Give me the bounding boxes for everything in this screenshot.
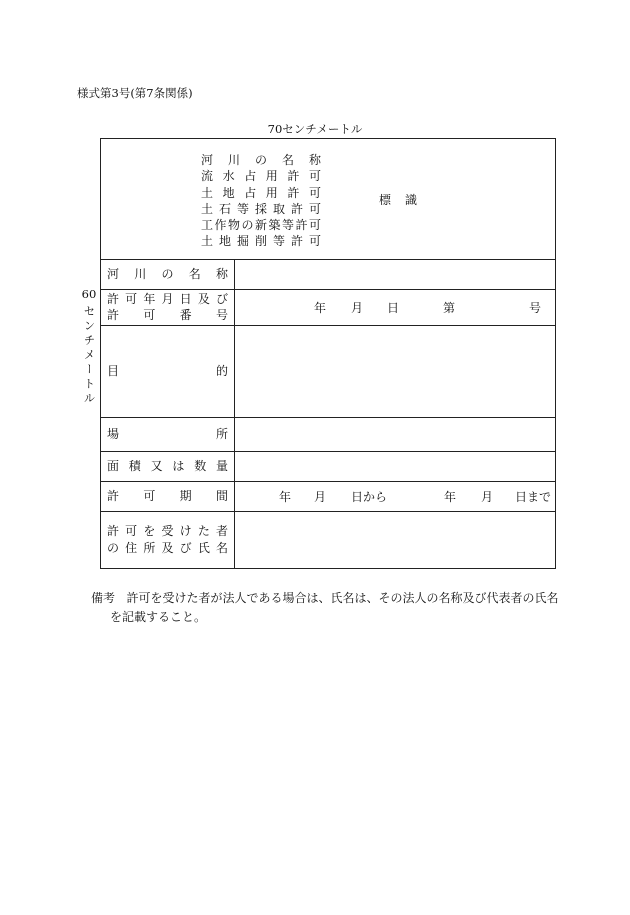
height-unit: センチメートル xyxy=(82,305,97,407)
permit-go: 号 xyxy=(529,301,542,315)
holder-label-line1: 許可を受けた者 xyxy=(107,524,228,538)
permit-year: 年 xyxy=(314,301,327,315)
row-divider xyxy=(101,325,555,326)
sign-mark-label: 標識 xyxy=(379,193,432,207)
permit-type-item: 土石等採取許可 xyxy=(201,201,321,216)
row-divider xyxy=(101,511,555,512)
permit-type-item: 流水占用許可 xyxy=(201,169,321,184)
row-divider xyxy=(101,259,555,260)
place-label: 場所 xyxy=(107,427,228,441)
period-to-year: 年 xyxy=(444,490,457,504)
row-divider xyxy=(101,481,555,482)
permit-month: 月 xyxy=(351,301,364,315)
permit-type-item: 土地掘削等許可 xyxy=(201,234,321,249)
remarks-note xyxy=(91,589,561,627)
form-id: 様式第3号(第7条関係) xyxy=(77,86,193,100)
period-from-year: 年 xyxy=(279,490,292,504)
row-divider xyxy=(101,451,555,452)
permit-type-item: 土地占用許可 xyxy=(201,185,321,200)
period-to-month: 月 xyxy=(481,490,494,504)
row-divider xyxy=(101,289,555,290)
period-to-day: 日まで xyxy=(515,490,552,504)
permit-dai: 第 xyxy=(443,301,456,315)
period-label: 許可期間 xyxy=(107,489,228,503)
sign-form-table xyxy=(100,138,556,569)
period-from-day: 日から xyxy=(351,490,388,504)
remarks-line2: を記載すること。 xyxy=(110,610,207,624)
permit-type-item: 工作物の新築等許可 xyxy=(201,218,321,233)
permit-date-label-line2: 許可番号 xyxy=(107,308,228,322)
remarks-prefix: 備考 xyxy=(91,591,116,605)
height-number: 60 xyxy=(81,287,97,301)
remarks-line1: 許可を受けた者が法人である場合は、氏名は、その法人の名称及び代表者の氏名 xyxy=(126,591,559,605)
river-name-label: 河川の名称 xyxy=(107,267,228,281)
row-divider xyxy=(101,417,555,418)
area-label: 面積又は数量 xyxy=(107,459,228,473)
permit-type-list xyxy=(201,152,321,250)
width-dimension-label: 70センチメートル xyxy=(267,122,363,136)
permit-day: 日 xyxy=(387,301,400,315)
period-from-month: 月 xyxy=(314,490,327,504)
holder-label-line2: の住所及び氏名 xyxy=(107,541,228,555)
permit-date-label-line1: 許可年月日及び xyxy=(107,292,228,306)
permit-type-item: 河川の名称 xyxy=(201,153,321,167)
purpose-label: 目的 xyxy=(107,364,228,378)
height-dimension-label xyxy=(80,286,98,407)
column-divider xyxy=(234,259,235,568)
